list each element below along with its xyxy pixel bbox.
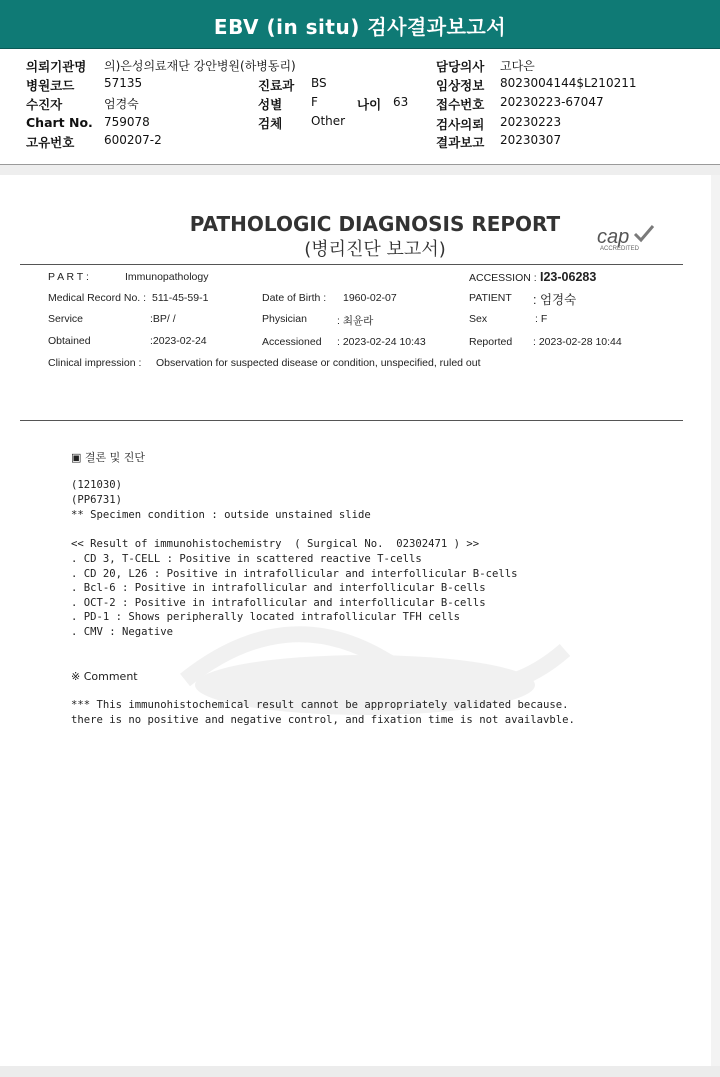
document-title: EBV (in situ) 검사결과보고서 xyxy=(213,15,507,39)
section-gap xyxy=(0,165,720,175)
cap-logo-text: cap xyxy=(597,226,630,248)
part-value: Immunopathology xyxy=(125,271,209,283)
accession-value: I23-06283 xyxy=(540,270,597,284)
comment-line-2: there is no positive and negative control, and fixation time is not availavble. xyxy=(71,714,575,726)
accession-label: ACCESSION : xyxy=(469,272,537,284)
report-bottom-rule xyxy=(20,420,683,421)
page-edge xyxy=(711,175,720,1066)
age-value: 63 xyxy=(393,95,409,109)
cap-logo-subtext: ACCREDITED xyxy=(600,246,640,252)
chart-label: Chart No. xyxy=(26,115,93,130)
dob-value: 1960-02-07 xyxy=(343,292,397,304)
body-line-10: . CMV : Negative xyxy=(71,626,174,638)
specimen-label: 검체 xyxy=(258,116,283,131)
body-line-1: (121030) xyxy=(71,479,123,491)
clinical-value: 8023004144$L210211 xyxy=(500,76,637,90)
body-line-4: << Result of immunohistochemistry ( Surgical No. 02302471 ) >> xyxy=(71,538,480,550)
sex-value-report: : F xyxy=(535,313,548,325)
receipt-label: 접수번호 xyxy=(436,97,485,112)
comment-line-1: *** This immunohistochemical result cannot be appropriately validated because. xyxy=(71,699,569,711)
body-line-2: (PP6731) xyxy=(71,494,123,506)
sex-value: F xyxy=(311,95,318,109)
part-label: P A R T : xyxy=(48,271,89,283)
body-line-8: . OCT-2 : Positive in intrafollicular and interfollicular B-cells xyxy=(71,597,486,609)
impression-value: Observation for suspected disease or condition, unspecified, ruled out xyxy=(156,357,481,369)
request-label: 검사의뢰 xyxy=(436,117,485,132)
specimen-value: Other xyxy=(311,114,346,128)
service-value: :BP/ / xyxy=(150,313,176,325)
body-line-9: . PD-1 : Shows peripherally located intrafollicular TFH cells xyxy=(71,611,461,623)
patient-label-report: PATIENT xyxy=(469,292,512,304)
sex-label-report: Sex xyxy=(469,313,488,325)
unique-value: 600207-2 xyxy=(104,133,162,147)
hospital-code-value: 57135 xyxy=(104,76,143,90)
check-icon xyxy=(633,224,655,244)
comment-title: ※ Comment xyxy=(71,670,138,683)
sex-label: 성별 xyxy=(258,97,283,112)
mrn-label: Medical Record No. : xyxy=(48,292,147,304)
report-title: PATHOLOGIC DIAGNOSIS REPORT xyxy=(189,212,561,236)
body-line-6: . CD 20, L26 : Positive in intrafollicular and interfollicular B-cells xyxy=(71,568,518,580)
patient-label: 수진자 xyxy=(26,97,63,112)
body-line-3: ** Specimen condition : outside unstained slide xyxy=(71,509,371,521)
chart-value: 759078 xyxy=(104,115,150,129)
institution-label: 의뢰기관명 xyxy=(26,59,87,74)
reported-value: : 2023-02-28 10:44 xyxy=(533,336,622,348)
physician-label: Physician xyxy=(262,313,307,325)
title-bar xyxy=(0,0,720,49)
patient-value: 엄경숙 xyxy=(104,97,139,111)
body-line-7: . Bcl-6 : Positive in intrafollicular and interfollicular B-cells xyxy=(71,582,486,594)
reported-label: Reported xyxy=(469,336,513,348)
institution-value: 의)은성의료재단 강안병원(하병동리) xyxy=(104,59,296,73)
report-subtitle: (병리진단 보고서) xyxy=(304,239,446,260)
cap-accredited-logo xyxy=(597,226,667,256)
accessioned-value: : 2023-02-24 10:43 xyxy=(337,336,426,348)
obtained-label: Obtained xyxy=(48,335,91,347)
impression-label: Clinical impression : xyxy=(48,357,142,369)
doctor-label: 담당의사 xyxy=(436,59,485,74)
accessioned-label: Accessioned xyxy=(262,336,322,348)
service-label: Service xyxy=(48,313,84,325)
dept-label: 진료과 xyxy=(258,78,295,93)
dept-value: BS xyxy=(311,76,327,90)
page-bottom-band xyxy=(0,1066,720,1077)
report-top-rule xyxy=(20,264,683,265)
section-title: ▣ 결론 및 진단 xyxy=(71,451,146,464)
mrn-value: 511-45-59-1 xyxy=(152,292,209,304)
body-line-5: . CD 3, T-CELL : Positive in scattered reactive T-cells xyxy=(71,553,422,565)
clinical-label: 임상정보 xyxy=(436,78,485,93)
dob-label: Date of Birth : xyxy=(262,292,327,304)
report-value: 20230307 xyxy=(500,133,562,147)
receipt-value: 20230223-67047 xyxy=(500,95,604,109)
doctor-value: 고다은 xyxy=(500,59,535,73)
obtained-value: :2023-02-24 xyxy=(150,335,207,347)
report-label: 결과보고 xyxy=(436,135,485,150)
unique-label: 고유번호 xyxy=(26,135,75,150)
hospital-code-label: 병원코드 xyxy=(26,78,75,93)
patient-value-report: : 엄경숙 xyxy=(533,293,577,307)
physician-value: : 최윤라 xyxy=(337,315,374,327)
request-value: 20230223 xyxy=(500,115,562,129)
age-label: 나이 xyxy=(357,97,382,112)
